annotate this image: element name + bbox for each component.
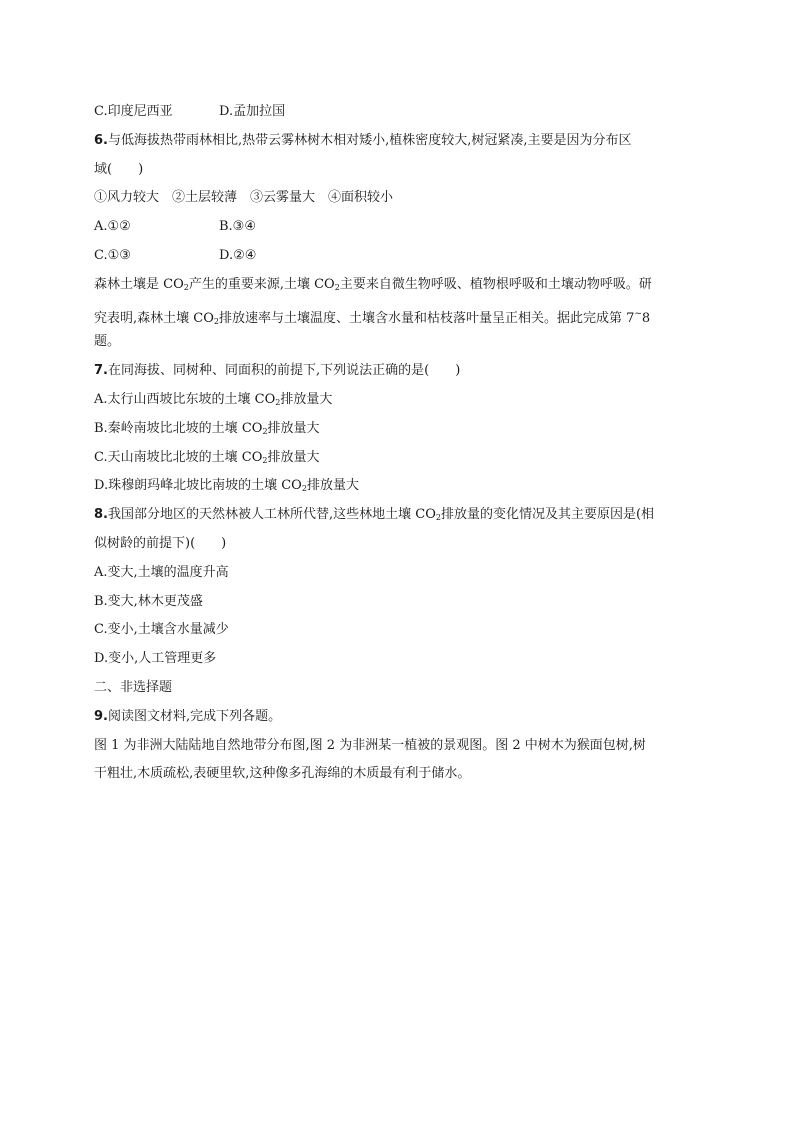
material-line2 <box>94 300 702 329</box>
q8-number: 8. <box>94 507 108 523</box>
q7-option-c[interactable] <box>94 444 702 473</box>
q7-option-c-text: C.天山南坡比北坡的土壤 CO <box>94 449 263 465</box>
q7-option-d-tail: 排放量大 <box>306 478 359 494</box>
q9-stem <box>94 703 702 732</box>
co2-subscript: 2 <box>213 316 219 326</box>
q6-stem-line2 <box>94 156 702 185</box>
co2-subscript: 2 <box>275 397 281 407</box>
section2-title: 二、非选择题 <box>94 679 173 695</box>
q6-option-b[interactable]: B.③④ <box>219 219 256 235</box>
q7-option-c-tail: 排放量大 <box>267 449 320 465</box>
q9-stem-text: 阅读图文材料,完成下列各题。 <box>107 708 282 724</box>
material-text1b: 产生的重要来源,土壤 CO <box>188 276 335 292</box>
q8-option-d[interactable]: D.变小,人工管理更多 <box>94 651 217 667</box>
q8-stem-line1 <box>94 501 702 530</box>
q6-options-ab <box>94 213 702 242</box>
q7-option-d[interactable] <box>94 472 702 501</box>
q7-option-b[interactable] <box>94 415 702 444</box>
q8-stem-line2 <box>94 530 702 559</box>
co2-subscript: 2 <box>435 513 441 523</box>
q7-option-a-tail: 排放量大 <box>280 391 333 407</box>
q6-items: ①风力较大 ②土层较薄 ③云雾量大 ④面积较小 <box>94 190 394 206</box>
q8-stem-text1b: 排放量的变化情况及其主要原因是(相 <box>440 507 655 523</box>
q5-options-cd <box>94 98 702 127</box>
q8-stem-text1: 我国部分地区的天然林被人工林所代替,这些林地土壤 CO <box>107 507 436 523</box>
q7-stem-paren-close: ) <box>455 363 461 379</box>
q7-stem <box>94 357 702 386</box>
q5-option-d[interactable]: D.孟加拉国 <box>219 104 286 119</box>
q6-option-d[interactable]: D.②④ <box>219 247 257 263</box>
material-line3: 题。 <box>94 334 121 350</box>
q6-options-cd <box>94 242 702 271</box>
q5-option-c[interactable]: C.印度尼西亚 <box>94 104 173 119</box>
q9-text-line2: 干粗壮,木质疏松,表硬里软,这种像多孔海绵的木质最有利于储水。 <box>94 766 471 782</box>
material-text2a: 究表明,森林土壤 CO <box>94 310 214 326</box>
material-text1c: 主要来自微生物呼吸、植物根呼吸和土壤动物呼吸。研 <box>339 276 652 292</box>
q7-number: 7. <box>94 363 108 379</box>
q7-stem-text: 在同海拔、同树种、同面积的前提下,下列说法正确的是( <box>107 363 430 379</box>
q8-option-b[interactable]: B.变大,林木更茂盛 <box>94 593 203 609</box>
q7-option-b-tail: 排放量大 <box>267 420 320 436</box>
q6-stem-paren-close: ) <box>138 161 144 177</box>
q8-stem-paren-close: ) <box>221 535 227 551</box>
q8-option-c[interactable]: C.变小,土壤含水量减少 <box>94 622 229 638</box>
q8-option-a[interactable]: A.变大,土壤的温度升高 <box>94 564 229 580</box>
q6-stem-line1 <box>94 127 702 156</box>
q7-option-a[interactable] <box>94 386 702 415</box>
co2-subscript: 2 <box>301 484 307 494</box>
co2-subscript: 2 <box>183 282 189 292</box>
material-text1a: 森林土壤是 CO <box>94 276 184 292</box>
q7-option-a-text: A.太行山西坡比东坡的土壤 CO <box>94 391 276 407</box>
q6-number: 6. <box>94 132 108 148</box>
q6-stem-text1: 与低海拔热带雨林相比,热带云雾林树木相对矮小,植株密度较大,树冠紧凑,主要是因为分布区 <box>107 132 632 148</box>
material-line1 <box>94 271 702 300</box>
q9-text-line1: 图 1 为非洲大陆陆地自然地带分布图,图 2 为非洲某一植被的景观图。图 2 中树木为猴面包树,树 <box>94 737 646 753</box>
co2-subscript: 2 <box>262 426 268 436</box>
co2-subscript: 2 <box>334 282 340 292</box>
q7-option-b-text: B.秦岭南坡比北坡的土壤 CO <box>94 420 263 436</box>
q8-stem-text2: 似树龄的前提下)( <box>94 535 196 551</box>
document-content <box>94 98 702 789</box>
co2-subscript: 2 <box>262 455 268 465</box>
material-text2c: 8 <box>641 310 651 326</box>
q9-number: 9. <box>94 708 108 724</box>
q6-option-a[interactable]: A.①② <box>94 219 131 235</box>
material-text2b: 排放速率与土壤温度、土壤含水量和枯枝落叶量呈正相关。据此完成第 7 <box>218 310 635 326</box>
q6-stem-text2: 域( <box>94 161 113 177</box>
q6-option-c[interactable]: C.①③ <box>94 247 131 263</box>
q7-option-d-text: D.珠穆朗玛峰北坡比南坡的土壤 CO <box>94 478 302 494</box>
range-tilde: ~ <box>634 308 642 319</box>
